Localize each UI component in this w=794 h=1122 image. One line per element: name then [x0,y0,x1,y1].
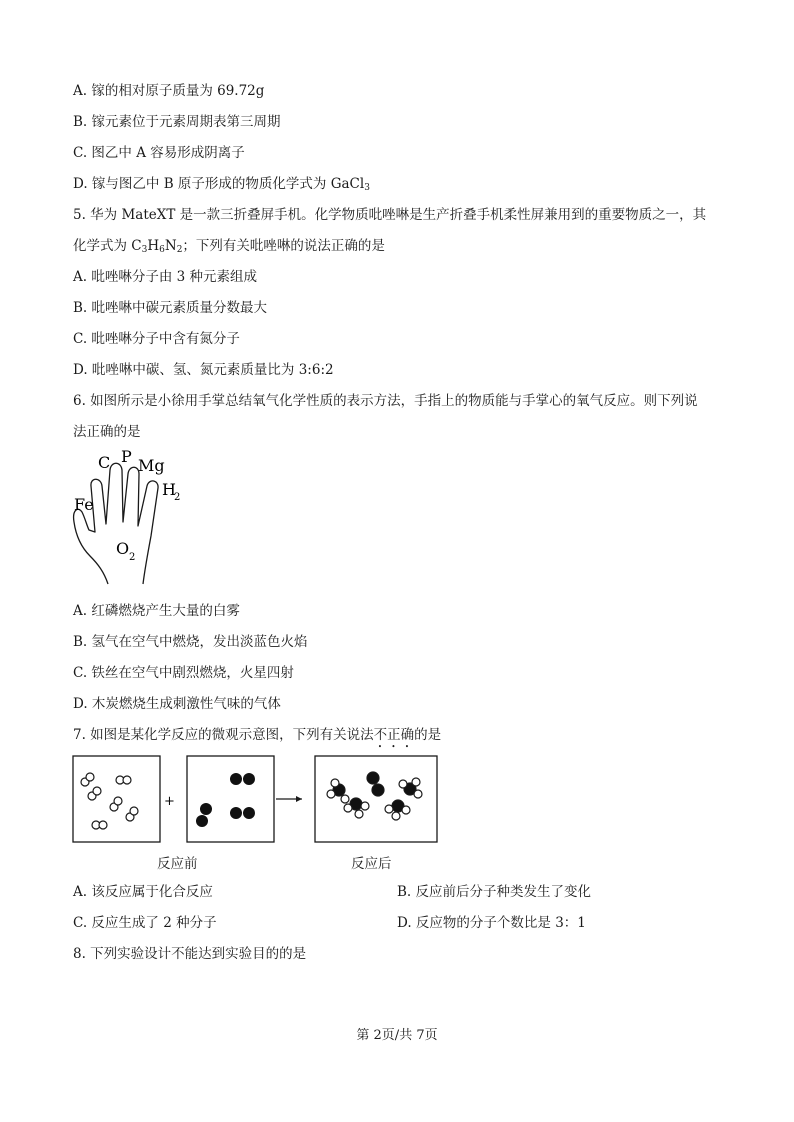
q5-formula-pre: 化学式为 C [73,238,142,254]
q8-stem: 8. 下列实验设计不能达到实验目的的是 [73,946,307,962]
q4-option-d [73,175,370,193]
reactant-molecules-white [81,773,138,829]
q4-option-d-text: D. 镓与图乙中 B 原子形成的物质化学式为 GaCl [73,176,365,192]
hand-label-p: P [121,447,132,466]
q4-option-d-sub: 3 [364,183,370,193]
q5-option-d: D. 吡唑啉中碳、氢、氮元素质量比为 3:6:2 [73,362,334,378]
hand-label-o: O [116,539,130,558]
q5-formula-h: H [147,238,160,254]
q7-stem-emphasis: 不正确 [373,727,415,743]
q6-option-b: B. 氢气在空气中燃烧，发出淡蓝色火焰 [73,634,308,650]
caption-after: 反应后 [351,856,392,872]
hand-label-mg: Mg [138,456,165,475]
hand-label-h: H [162,480,176,499]
reactant-molecules-black [196,773,255,827]
box-reactant-2 [187,756,274,842]
q6-option-a: A. 红磷燃烧产生大量的白雾 [73,603,240,619]
q7-stem-pre: 7. 如图是某化学反应的微观示意图，下列有关说法 [73,727,374,743]
q5-stem-line1: 5. 华为 MateXT 是一款三折叠屏手机。化学物质吡唑啉是生产折叠手机柔性屏兼用到的重要物质之一，其 [73,207,707,223]
reaction-diagram [70,752,450,847]
page-footer: 第 2页/共 7页 [356,1028,438,1043]
q6-option-c: C. 铁丝在空气中剧烈燃烧，火星四射 [73,665,294,681]
q6-stem-line1: 6. 如图所示是小徐用手掌总结氧气化学性质的表示方法，手指上的物质能与手掌心的氧气反应。则下列说 [73,393,698,409]
q5-formula-sub3: 2 [176,245,183,255]
hand-diagram [68,447,181,593]
hand-label-c: C [98,453,111,472]
q5-stem-post: ；下列有关吡唑啉的说法正确的是 [182,238,385,254]
product-molecules [327,772,422,820]
hand-label-h-sub: 2 [174,492,181,503]
q7-stem [73,726,441,751]
caption-before: 反应前 [157,856,198,872]
q7-option-d: D. 反应物的分子个数比是 3：1 [397,915,586,931]
q7-option-b: B. 反应前后分子种类发生了变化 [397,884,592,900]
q5-stem-line2 [73,237,385,255]
q5-formula-sub1: 3 [141,245,148,255]
q6-stem-line2: 法正确的是 [73,424,141,440]
hand-label-fe: Fe [74,495,94,514]
hand-label-o-sub: 2 [129,552,136,563]
plus-sign: + [164,794,175,809]
q5-option-a: A. 吡唑啉分子由 3 种元素组成 [73,269,258,285]
q5-formula-n: N [164,238,177,254]
box-product [315,756,437,842]
q5-formula-sub2: 6 [159,245,165,255]
q4-option-a: A. 镓的相对原子质量为 69.72g [73,83,265,99]
q7-option-c: C. 反应生成了 2 种分子 [73,915,217,931]
q7-option-a: A. 该反应属于化合反应 [73,884,213,900]
q6-option-d: D. 木炭燃烧生成刺激性气味的气体 [73,696,281,712]
q4-option-b: B. 镓元素位于元素周期表第三周期 [73,114,281,130]
q5-option-c: C. 吡唑啉分子中含有氮分子 [73,331,240,347]
q5-option-b: B. 吡唑啉中碳元素质量分数最大 [73,300,268,316]
hand-outline [74,463,158,584]
q4-option-c: C. 图乙中 A 容易形成阴离子 [73,145,245,161]
q7-stem-post: 的是 [414,727,442,743]
